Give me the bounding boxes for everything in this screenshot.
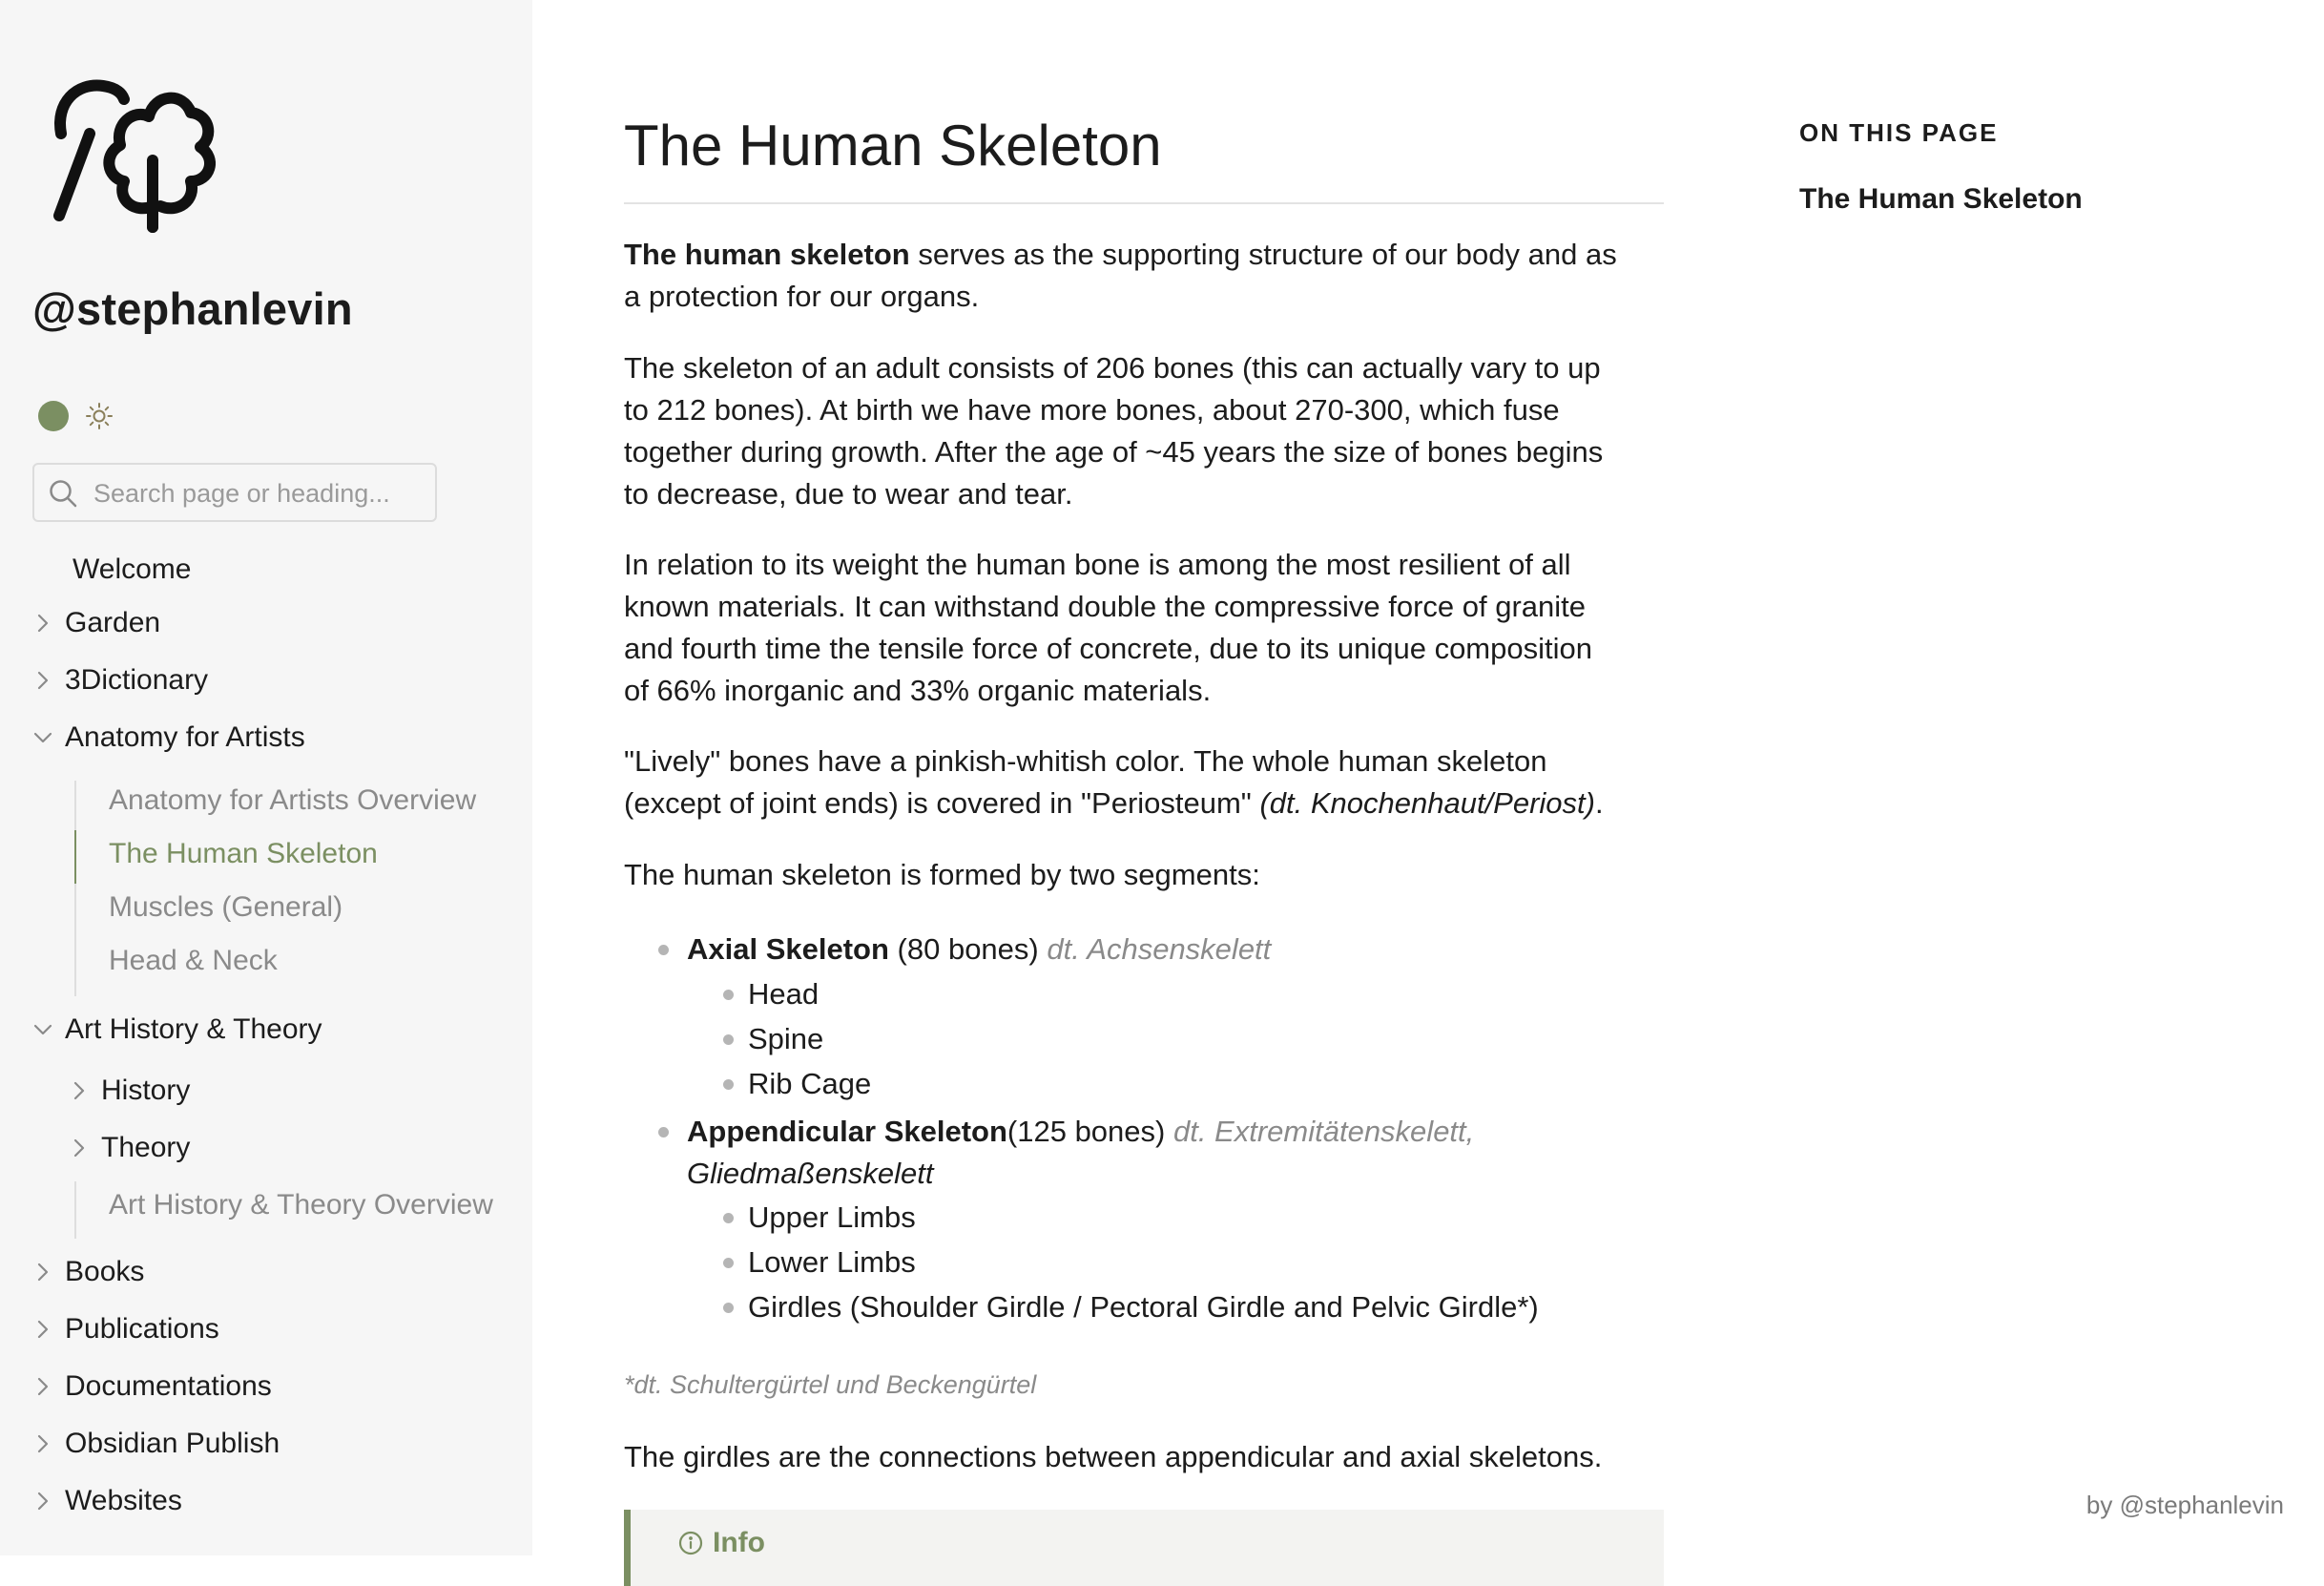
nav-item-head-neck[interactable]: Head & Neck [109, 945, 278, 976]
toc-heading: ON THIS PAGE [1799, 118, 1999, 147]
german-term: dt. Extremitätenskelett, [1172, 1115, 1475, 1148]
nav-item-anatomy-for-artists[interactable] [32, 721, 305, 754]
info-icon [678, 1531, 703, 1555]
nav-active-indicator [74, 830, 76, 884]
list-item: Rib Cage [748, 1067, 872, 1100]
nav-guide-line [74, 1181, 76, 1239]
text-span: a protection for our organs. [624, 280, 980, 313]
sun-icon[interactable] [84, 401, 114, 431]
list-item: Upper Limbs [748, 1200, 916, 1234]
nav-item-label: Theory [101, 1132, 191, 1163]
paragraph-segments: The human skeleton is formed by two segments: [624, 858, 1260, 891]
nav-item-label: Art History & Theory [65, 1013, 322, 1045]
chevron-right-icon [32, 670, 53, 691]
list-item: Spine [748, 1022, 824, 1055]
nav-item-label: Obsidian Publish [65, 1428, 280, 1459]
list-bullet [723, 1213, 734, 1223]
toc-item-human-skeleton[interactable]: The Human Skeleton [1799, 183, 2083, 215]
list-bullet [723, 1079, 734, 1090]
text-line: "Lively" bones have a pinkish-whitish color. The whole human skeleton [624, 744, 1547, 778]
italic-term: (dt. Knochenhaut/Periost) [1259, 786, 1595, 820]
nav-item-label: Publications [65, 1313, 219, 1345]
chevron-right-icon [32, 613, 53, 634]
list-bullet [723, 1258, 734, 1268]
nav-item-label: Books [65, 1256, 145, 1287]
text-line: to 212 bones). At birth we have more bones, about 270-300, which fuse [624, 393, 1560, 427]
site-name[interactable]: @stephanlevin [32, 283, 353, 334]
nav-item-obsidian-publish[interactable] [32, 1428, 280, 1460]
bold-term: The human skeleton [624, 238, 910, 271]
footnote: *dt. Schultergürtel und Beckengürtel [624, 1370, 1037, 1399]
nav-item-welcome[interactable]: Welcome [73, 553, 192, 585]
nav-item-label: Websites [65, 1485, 182, 1516]
text-line: and fourth time the tensile force of concrete, due to its unique composition [624, 632, 1592, 665]
text-span: serves as the supporting structure of our body and as [909, 238, 1617, 271]
text-span: . [1594, 786, 1604, 820]
search-box [32, 463, 437, 522]
nav-item-books[interactable] [32, 1256, 144, 1288]
page-title: The Human Skeleton [624, 114, 1162, 177]
list-bullet [723, 990, 734, 1000]
theme-color-dot[interactable] [38, 401, 69, 431]
chevron-right-icon [32, 1262, 53, 1283]
nav-item-art-overview[interactable]: Art History & Theory Overview [109, 1189, 493, 1221]
paragraph-intro [624, 234, 1664, 318]
text-line: of 66% inorganic and 33% organic materials. [624, 674, 1212, 707]
nav-item-theory[interactable] [69, 1132, 190, 1164]
list-bullet [723, 1034, 734, 1045]
paragraph-girdles: The girdles are the connections between appendicular and axial skeletons. [624, 1440, 1603, 1473]
nav-item-anatomy-overview[interactable]: Anatomy for Artists Overview [109, 784, 477, 816]
nav-item-documentations[interactable] [32, 1370, 272, 1403]
nav-item-history[interactable] [69, 1075, 190, 1107]
chevron-right-icon [32, 1433, 53, 1454]
title-divider [624, 202, 1664, 204]
nav-guide-line [74, 781, 76, 996]
callout-title [678, 1527, 765, 1559]
chevron-down-icon [32, 1019, 53, 1040]
nav-item-publications[interactable] [32, 1313, 219, 1346]
text-line: known materials. It can withstand double the compressive force of granite [624, 590, 1587, 623]
chevron-right-icon [69, 1137, 90, 1158]
list-item: Head [748, 977, 820, 1011]
theme-switcher [38, 401, 114, 431]
nav-item-label: Documentations [65, 1370, 272, 1402]
german-term: dt. Achsenskelett [1047, 932, 1272, 966]
nav-item-3dictionary[interactable] [32, 664, 208, 697]
text-line: together during growth. After the age of ~45 years the size of bones begins [624, 435, 1604, 469]
search-icon [48, 478, 78, 509]
text-line: The skeleton of an adult consists of 206 bones (this can actually vary to up [624, 351, 1601, 385]
list-bullet [723, 1303, 734, 1313]
text-line: (except of joint ends) is covered in "Periosteum" [624, 786, 1260, 820]
list-bullet [658, 1127, 669, 1137]
paragraph-resilience [624, 544, 1664, 712]
chevron-right-icon [69, 1080, 90, 1101]
text-span: (125 bones) [1006, 1115, 1173, 1148]
chevron-down-icon [32, 727, 53, 748]
chevron-right-icon [32, 1376, 53, 1397]
nav-item-label: 3Dictionary [65, 664, 209, 696]
german-term-continued: Gliedmaßenskelett [687, 1157, 934, 1190]
bold-term: Appendicular Skeleton [687, 1115, 1007, 1148]
nav-item-human-skeleton[interactable]: The Human Skeleton [109, 838, 378, 869]
tree-logo-icon[interactable] [48, 74, 216, 235]
footer-credit[interactable]: by @stephanlevin [2085, 1491, 2284, 1519]
text-line: to decrease, due to wear and tear. [624, 477, 1073, 511]
list-item-appendicular [687, 1111, 1474, 1153]
nav-item-label: Garden [65, 607, 161, 638]
paragraph-color [624, 741, 1664, 824]
sidebar [0, 0, 532, 1555]
list-item: Lower Limbs [748, 1245, 916, 1279]
nav-item-websites[interactable] [32, 1485, 182, 1517]
text-span: (80 bones) [888, 932, 1048, 966]
nav-item-muscles[interactable]: Muscles (General) [109, 891, 343, 923]
text-line: In relation to its weight the human bone is among the most resilient of all [624, 548, 1571, 581]
nav-item-art-history-theory[interactable] [32, 1013, 322, 1046]
callout-title-text: Info [713, 1527, 765, 1558]
nav-item-label: History [101, 1075, 191, 1106]
bold-term: Axial Skeleton [687, 932, 889, 966]
chevron-right-icon [32, 1319, 53, 1340]
list-item: Girdles (Shoulder Girdle / Pectoral Girdle and Pelvic Girdle*) [748, 1290, 1539, 1324]
list-bullet [658, 945, 669, 955]
nav-item-garden[interactable] [32, 607, 160, 639]
list-item-axial [687, 929, 1271, 970]
info-callout[interactable] [624, 1510, 1664, 1586]
paragraph-bone-count [624, 347, 1664, 515]
chevron-right-icon [32, 1491, 53, 1512]
search-input[interactable] [92, 465, 429, 522]
nav-item-label: Anatomy for Artists [65, 721, 305, 753]
